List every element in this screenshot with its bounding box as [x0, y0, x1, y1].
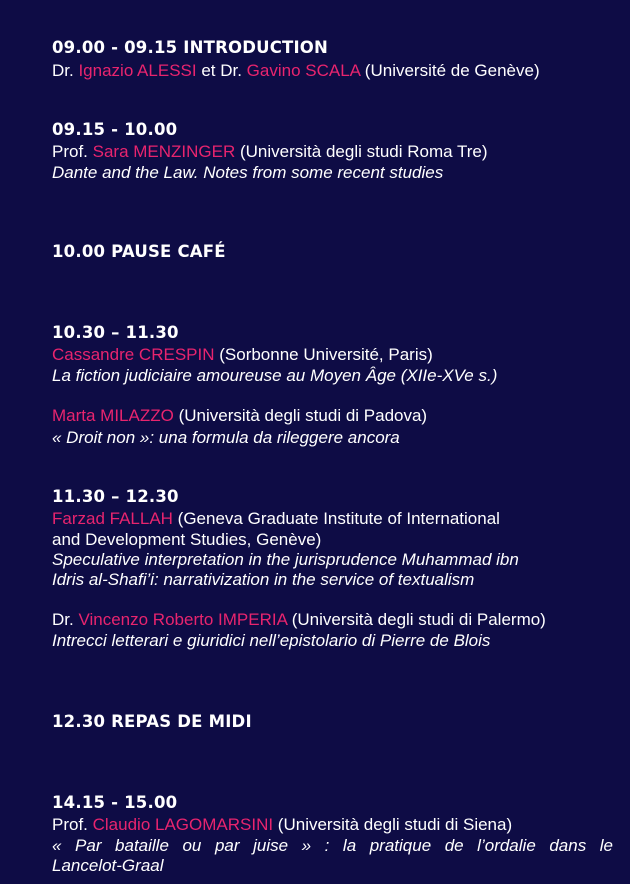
session-4-prefix: Prof. — [52, 815, 93, 834]
session-1-speaker-line — [52, 142, 488, 162]
session-2-talk-1-title: La fiction judiciaire amoureuse au Moyen Âge (XIIe-XVe s.) — [52, 366, 498, 385]
intro-prefix-1: Dr. — [52, 61, 79, 80]
intro-speakers — [52, 61, 540, 81]
session-3-talk-1-title-2: Idris al-Shafi’i: narrativization in the service of textualism — [52, 570, 475, 589]
session-2-talk-2-speaker-line — [52, 406, 427, 426]
session-1-prefix: Prof. — [52, 142, 93, 161]
session-2-talk-2-speaker: Marta MILAZZO — [52, 406, 174, 425]
session-2-time: 10.30 – 11.30 — [52, 323, 179, 342]
intro-affiliation: (Université de Genève) — [360, 61, 540, 80]
session-4-title-1: « Par bataille ou par juise » : la pratique de l’ordalie dans le — [52, 836, 613, 855]
session-4-speaker-line — [52, 815, 512, 835]
session-3-talk-2-speaker: Vincenzo Roberto IMPERIA — [78, 610, 287, 629]
intro-speaker-1: Ignazio ALESSI — [78, 61, 197, 80]
intro-connector: et Dr. — [196, 61, 247, 80]
session-3-talk-1-speaker: Farzad FALLAH — [52, 509, 173, 528]
session-3-talk-1-affiliation-2: and Development Studies, Genève) — [52, 530, 322, 549]
session-3-talk-1-title-1: Speculative interpretation in the jurisprudence Muhammad ibn — [52, 550, 519, 569]
lunch-heading: 12.30 REPAS DE MIDI — [52, 712, 252, 731]
session-2-talk-2-affiliation: (Università degli studi di Padova) — [173, 406, 428, 425]
session-3-talk-1-affiliation-1: (Geneva Graduate Institute of International — [172, 509, 500, 528]
session-2-talk-2-title: « Droit non »: una formula da rileggere ancora — [52, 428, 400, 447]
session-4-title-2: Lancelot-Graal — [52, 856, 164, 875]
session-2-talk-1-affiliation: (Sorbonne Université, Paris) — [214, 345, 433, 364]
session-1-time: 09.15 - 10.00 — [52, 120, 178, 139]
session-3-time: 11.30 – 12.30 — [52, 487, 179, 506]
session-1-talk-title: Dante and the Law. Notes from some recent studies — [52, 163, 444, 182]
pause-heading: 10.00 PAUSE CAFÉ — [52, 242, 226, 261]
intro-heading: 09.00 - 09.15 INTRODUCTION — [52, 38, 329, 57]
session-3-talk-2-title: Intrecci letterari e giuridici nell’epistolario di Pierre de Blois — [52, 631, 491, 650]
session-1-speaker: Sara MENZINGER — [92, 142, 236, 161]
intro-speaker-2: Gavino SCALA — [246, 61, 361, 80]
session-3-talk-2-speaker-line — [52, 610, 546, 630]
session-2-talk-1-speaker: Cassandre CRESPIN — [52, 345, 215, 364]
session-1-affiliation: (Università degli studi Roma Tre) — [235, 142, 488, 161]
session-4-time: 14.15 - 15.00 — [52, 793, 178, 812]
session-4-affiliation: (Università degli studi di Siena) — [273, 815, 513, 834]
session-3-talk-2-prefix: Dr. — [52, 610, 79, 629]
session-3-talk-2-affiliation: (Università degli studi di Palermo) — [286, 610, 546, 629]
session-4-speaker: Claudio LAGOMARSINI — [92, 815, 274, 834]
session-3-talk-1-speaker-line — [52, 509, 500, 529]
session-2-talk-1-speaker-line — [52, 345, 433, 365]
